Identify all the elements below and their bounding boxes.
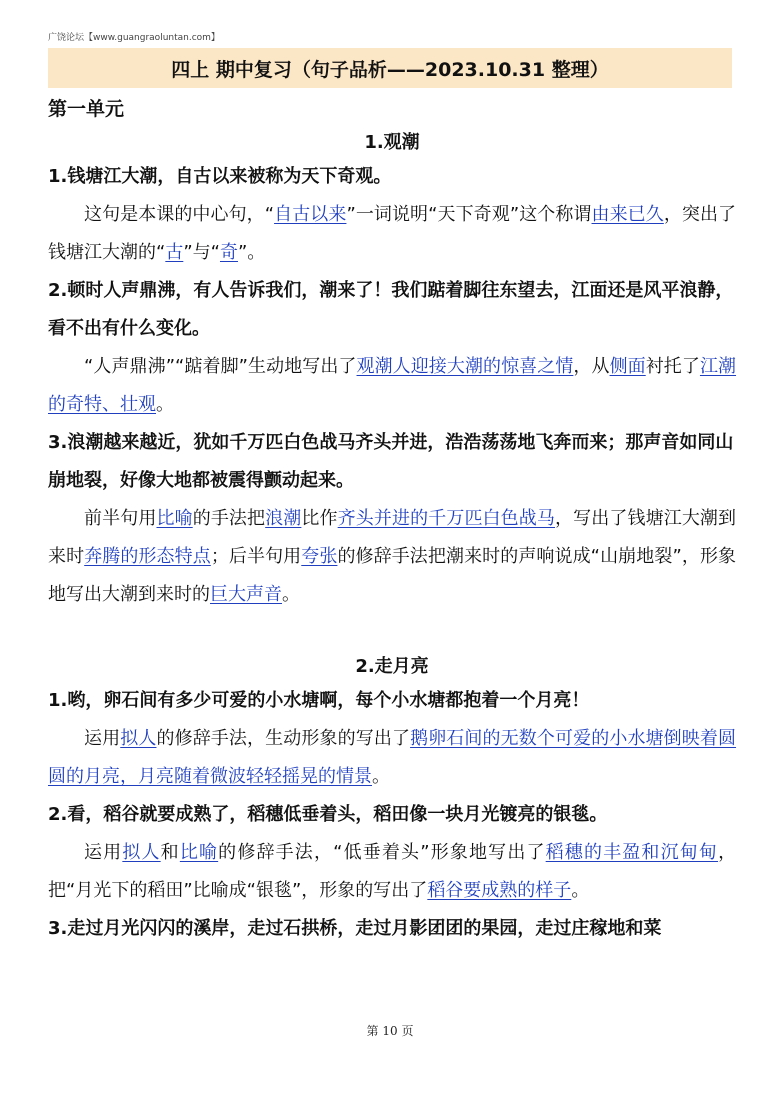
sentence-question: 2.顿时人声鼎沸，有人告诉我们，潮来了！我们踮着脚往东望去，江面还是风平浪静，看不出有什么变化。 [48,280,734,339]
analysis-text: 。 [372,766,390,787]
analysis-text: 的修辞手法，“低垂着头”形象地写出了 [218,842,546,863]
sentence-analysis [48,196,736,272]
sentence-question: 2.看，稻谷就要成熟了，稻穗低垂着头，稻田像一块月光镀亮的银毯。 [48,804,608,825]
lesson-title: 1.观潮 [364,132,420,153]
key-phrase: 古 [165,242,184,263]
key-phrase: 夸张 [301,546,338,567]
analysis-text: ，写出了钱塘江大潮到来时 [48,508,737,567]
analysis-text: 这句是本课的中心句，“ [84,204,275,225]
analysis-text: ；后半句用 [210,546,302,567]
analysis-text: 运用 [84,842,123,863]
lesson-title: 2.走月亮 [355,656,429,677]
key-phrase: 奇 [219,242,238,263]
page-content [48,92,736,948]
analysis-text: 运用 [84,728,121,749]
sentence-analysis [48,500,736,614]
sentence-analysis [48,348,736,424]
key-phrase: 奔腾的形态特点 [84,546,211,567]
analysis-text: 的手法把 [192,508,266,529]
analysis-text: “人声鼎沸”“踮着脚”生动地写出了 [84,356,357,377]
sentence-question: 3.浪潮越来越近，犹如千万匹白色战马齐头并进，浩浩荡荡地飞奔而来；那声音如同山崩地裂，好像大地都被震得颤动起来。 [48,432,734,491]
analysis-text: 和 [160,842,180,863]
key-phrase: 侧面 [609,356,646,377]
analysis-text: ，从 [573,356,610,377]
document-title-bar [48,48,732,88]
analysis-text: ”与“ [183,242,220,263]
analysis-text: ，突出了钱塘江大潮的“ [48,204,737,263]
key-phrase: 由来已久 [591,204,664,225]
analysis-text: ”。 [237,242,266,263]
key-phrase: 观潮人迎接大潮的惊喜之情 [356,356,574,377]
sentence-analysis [48,834,736,910]
analysis-text: 的修辞手法，生动形象的写出了 [156,728,411,749]
key-phrase: 齐头并进的千万匹白色战马 [337,508,556,529]
key-phrase: 拟人 [122,842,161,863]
document-title: 四上 期中复习（句子品析——2023.10.31 整理） [171,58,609,81]
key-phrase: 稻穗的丰盈和沉甸甸 [545,842,719,863]
analysis-text: ，把“月光下的稻田”比喻成“银毯”，形象的写出了 [48,842,737,901]
sentence-question: 1.哟，卵石间有多少可爱的小水塘啊，每个小水塘都抱着一个月亮！ [48,690,590,711]
key-phrase: 浪潮 [265,508,302,529]
analysis-text: ”一词说明“天下奇观”这个称谓 [346,204,592,225]
key-phrase: 巨大声音 [210,584,282,605]
sentence-analysis [48,720,736,796]
analysis-text: 。 [282,584,300,605]
analysis-text: 。 [571,880,590,901]
page-number: 第 10 页 [366,1024,414,1038]
analysis-text: 的修辞手法把潮来时的声响说成“山崩地裂”，形象地写出大潮到来时的 [48,546,737,605]
sentence-question: 1.钱塘江大潮，自古以来被称为天下奇观。 [48,166,392,187]
key-phrase: 比喻 [156,508,193,529]
key-phrase: 稻谷要成熟的样子 [427,880,572,901]
key-phrase: 比喻 [179,842,219,863]
analysis-text: 比作 [301,508,338,529]
key-phrase: 江潮的奇特、壮观 [48,356,737,415]
analysis-text: 前半句用 [84,508,157,529]
key-phrase: 自古以来 [274,204,347,225]
analysis-text: 衬托了 [645,356,700,377]
analysis-text: 。 [156,394,174,415]
sentence-question: 3.走过月光闪闪的溪岸，走过石拱桥，走过月影团团的果园，走过庄稼地和菜 [48,918,662,939]
section-spacer [48,614,736,648]
key-phrase: 鹅卵石间的无数个可爱的小水塘倒映着圆圆的月亮，月亮随着微波轻轻摇晃的情景 [48,728,737,787]
unit-heading: 第一单元 [48,98,125,120]
watermark-text: 广饶论坛【www.guangraoluntan.com】 [48,33,220,43]
key-phrase: 拟人 [120,728,157,749]
